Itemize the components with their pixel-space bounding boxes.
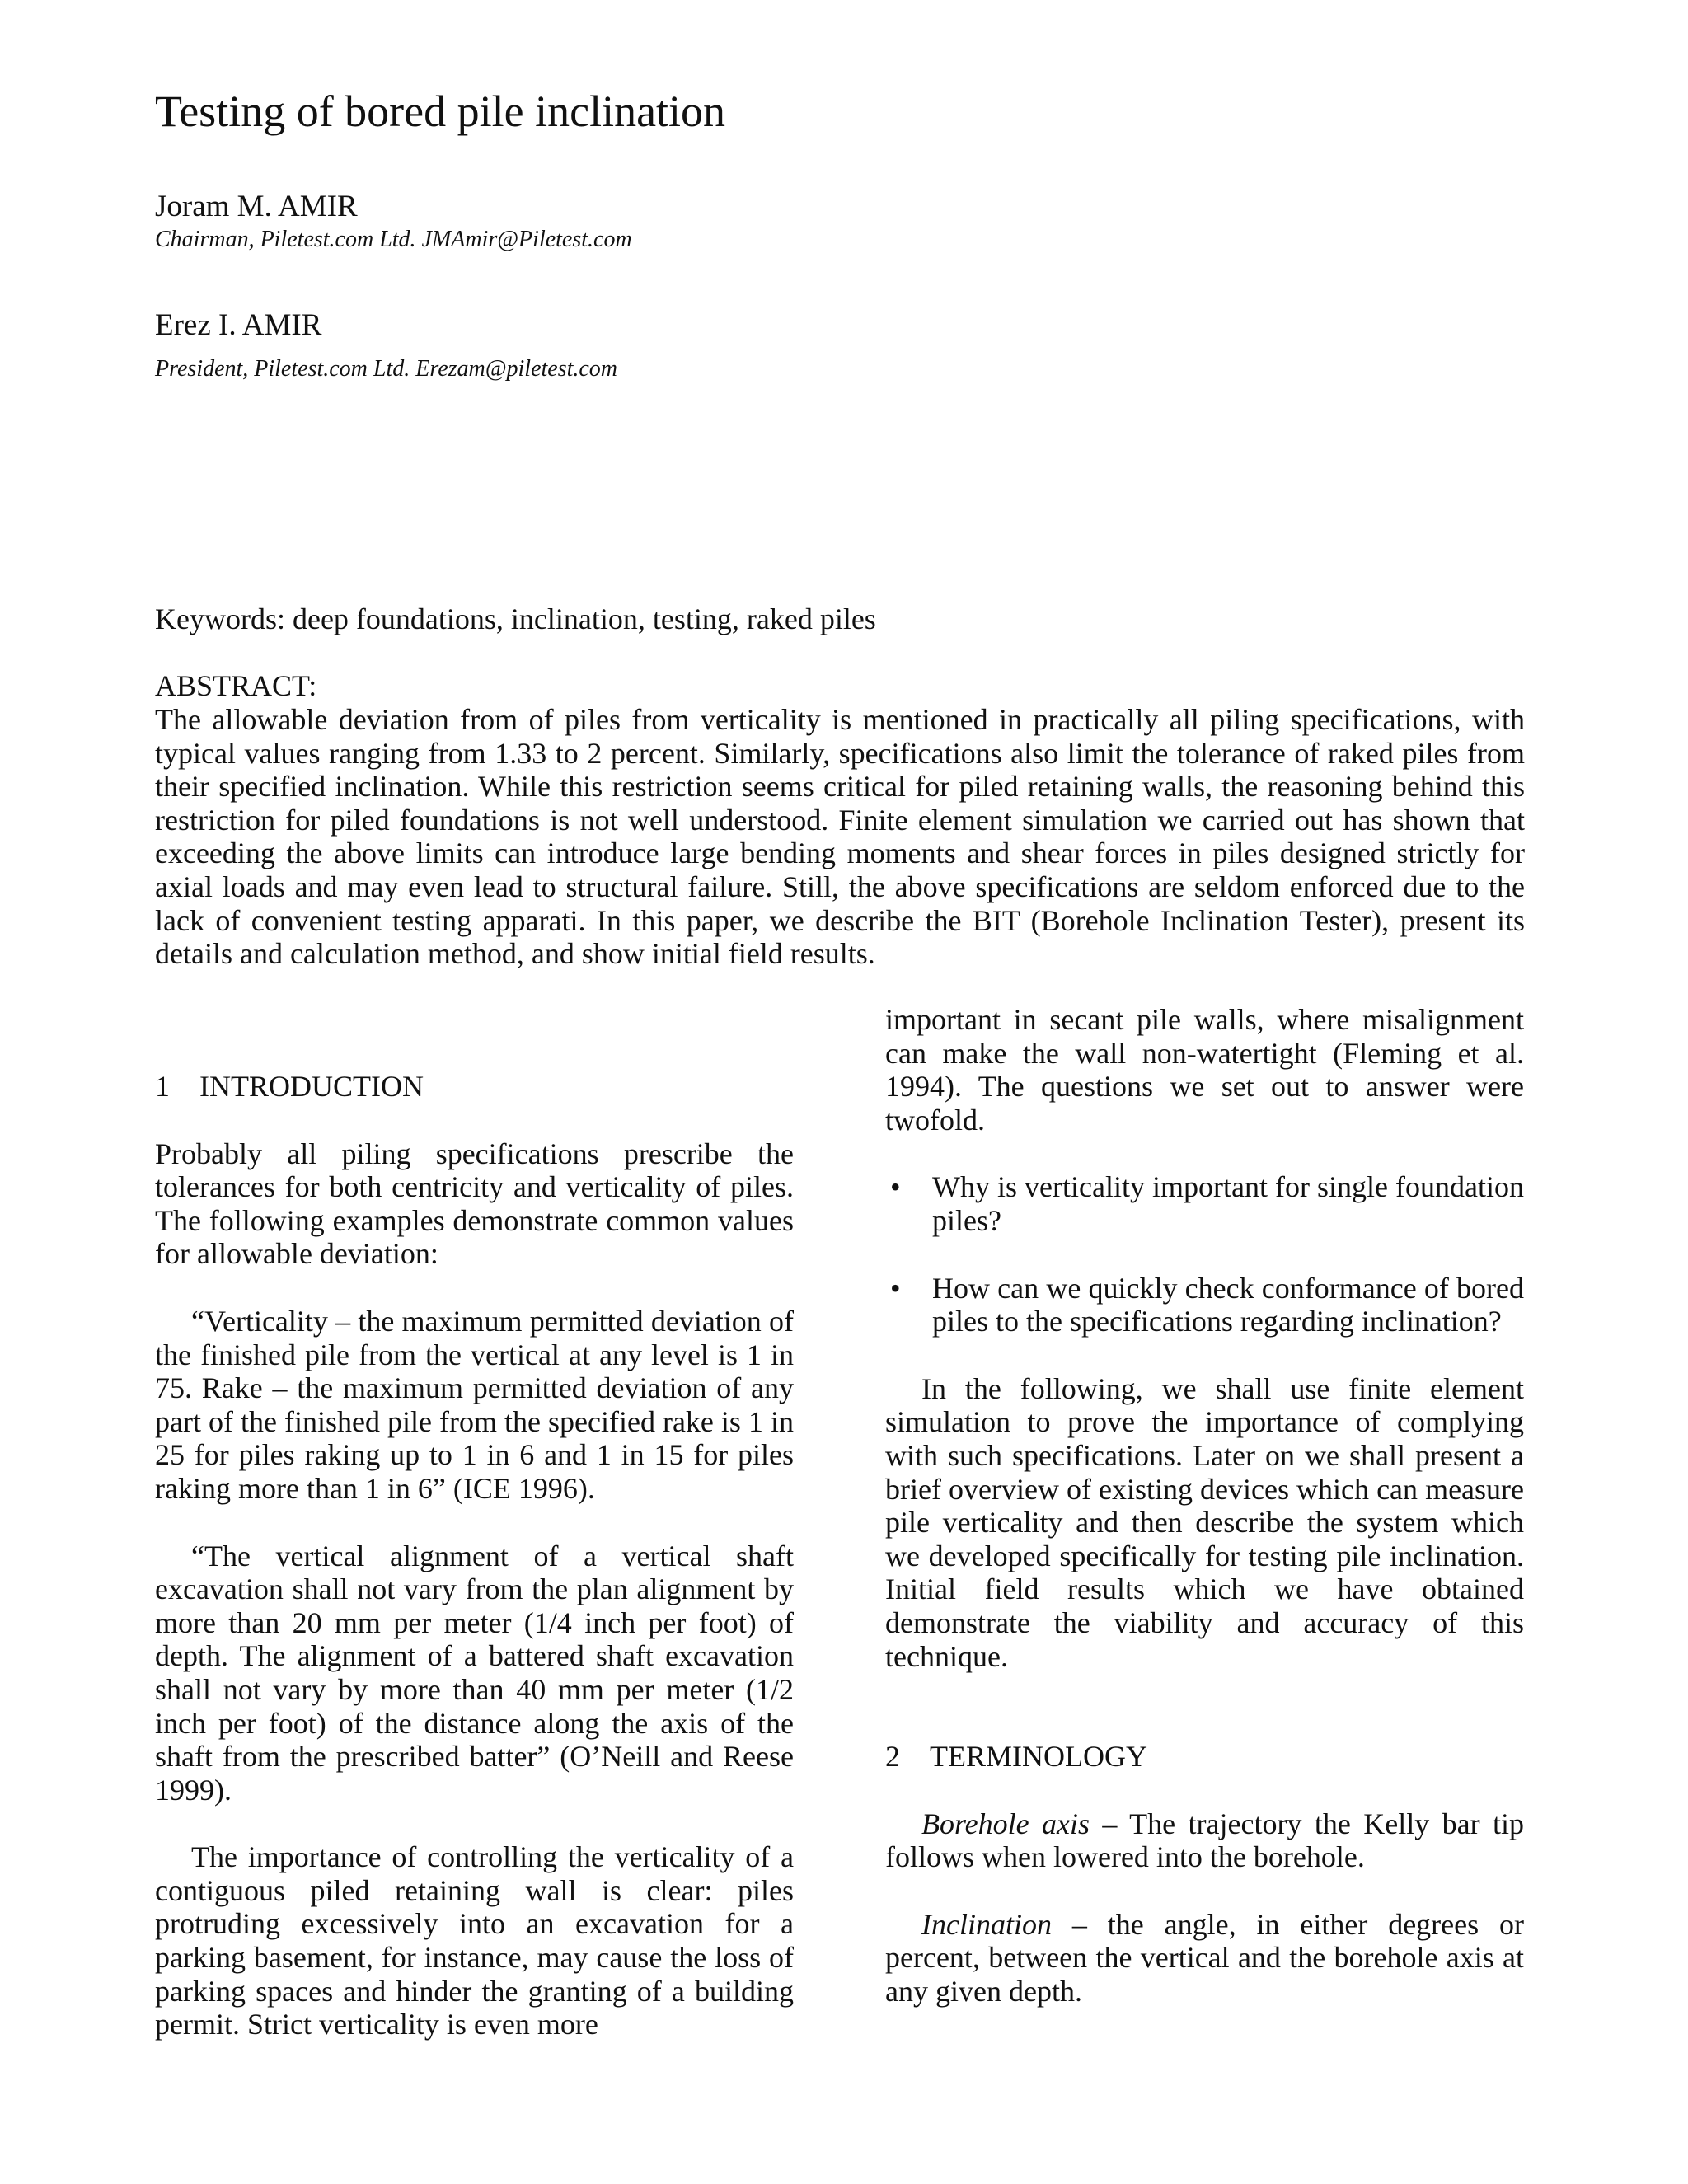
section-number: 1	[155, 1070, 170, 1103]
question-text: Why is verticality important for single foundation piles?	[932, 1170, 1524, 1237]
section-title: TERMINOLOGY	[930, 1740, 1147, 1774]
term-name: Inclination	[921, 1907, 1052, 1941]
right-column	[885, 1003, 1524, 2008]
verticality-paragraph: The importance of controlling the verticality of a contiguous piled retaining wall is clear: piles protruding excessively into an excavation for a parking basement, for instance, may cause the loss of parking spaces and hinder the granting of a building permit. Strict verticality is even more	[155, 1840, 794, 2041]
abstract-label: ABSTRACT:	[155, 669, 317, 702]
term-borehole-axis	[885, 1807, 1524, 1874]
author-name-1: Joram M. AMIR	[155, 190, 358, 223]
bullet-icon: •	[890, 1271, 901, 1305]
question-list-item	[885, 1170, 1524, 1237]
abstract-body: The allowable deviation from of piles from verticality is mentioned in practically all piling specifications, with typical values ranging from 1.33 to 2 percent. Similarly, specifications also limit the tolerance of raked piles from their specified inclination. While this restriction seems critical for piled retaining walls, the reasoning behind this restriction for piled foundations is not well understood. Finite element simulation we carried out has shown that exceeding the above limits can introduce large bending moments and shear forces in piles designed strictly for axial loads and may even lead to structural failure. Still, the above specifications are seldom enforced due to the lack of convenient testing apparati. In this paper, we describe the BIT (Borehole Inclination Tester), present its details and calculation method, and show initial field results.	[155, 703, 1525, 971]
section-heading-introduction	[155, 1070, 794, 1104]
quote-ice: “Verticality – the maximum permitted deviation of the finished pile from the vertical at any level is 1 in 75. Rake – the maximum permitted deviation of any part of the finished pile from the specified rake is 1 in 25 for piles raking up to 1 in 6 and 1 in 15 for piles raking more than 1 in 6” (ICE 1996).	[155, 1304, 794, 1505]
following-paragraph: In the following, we shall use finite element simulation to prove the importance of complying with such specifications. Later on we shall present a brief overview of existing devices which can measure pile verticality and then describe the system which we developed specifically for testing pile inclination. Initial field results which we have obtained demonstrate the viability and accuracy of this technique.	[885, 1371, 1524, 1673]
continued-paragraph: important in secant pile walls, where misalignment can make the wall non-watertight (Fleming et al. 1994). The questions we set out to answer were twofold.	[885, 1003, 1524, 1137]
term-definition: – the angle, in either degrees or percent, between the vertical and the borehole axis at any given depth.	[885, 1907, 1524, 2008]
term-definition: – The trajectory the Kelly bar tip follows when lowered into the borehole.	[885, 1807, 1524, 1874]
author-affiliation-2: President, Piletest.com Ltd. Erezam@piletest.com	[155, 356, 618, 382]
left-column	[155, 1070, 794, 2041]
term-inclination	[885, 1908, 1524, 2008]
section-heading-terminology	[885, 1740, 1524, 1774]
quote-oneill-reese: “The vertical alignment of a vertical shaft excavation shall not vary from the plan alignment by more than 20 mm per meter (1/4 inch per foot) of depth. The alignment of a battered shaft excavation shall not vary by more than 40 mm per meter (1/2 inch per foot) of the distance along the axis of the shaft from the prescribed batter” (O’Neill and Reese 1999).	[155, 1539, 794, 1807]
question-list-item	[885, 1272, 1524, 1338]
author-name-2: Erez I. AMIR	[155, 308, 322, 342]
bullet-icon: •	[890, 1170, 901, 1204]
keywords: Keywords: deep foundations, inclination, testing, raked piles	[155, 602, 876, 635]
term-name: Borehole axis	[921, 1807, 1090, 1840]
question-text: How can we quickly check conformance of bored piles to the specifications regarding inclination?	[932, 1271, 1524, 1338]
author-affiliation-1: Chairman, Piletest.com Ltd. JMAmir@Piletest.com	[155, 227, 632, 252]
section-title: INTRODUCTION	[199, 1070, 424, 1103]
section-number: 2	[885, 1740, 900, 1774]
paper-title: Testing of bored pile inclination	[155, 87, 726, 136]
intro-paragraph: Probably all piling specifications prescribe the tolerances for both centricity and verticality of piles. The following examples demonstrate common values for allowable deviation:	[155, 1137, 794, 1271]
